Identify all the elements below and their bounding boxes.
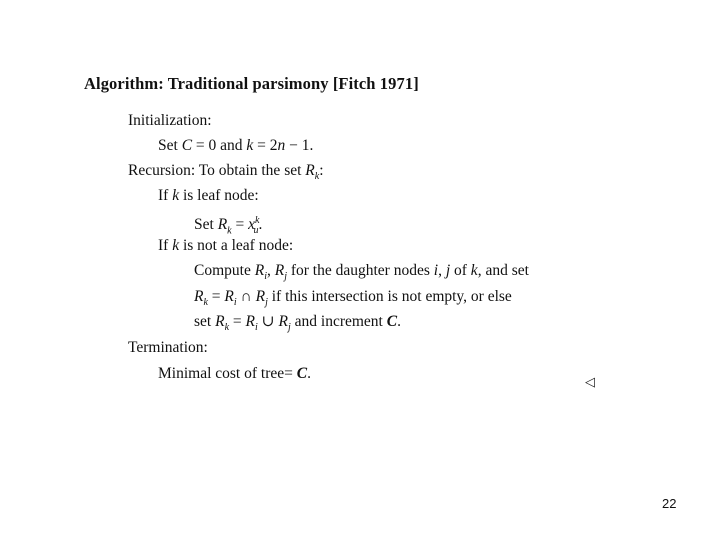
- recursion-label: Recursion: To obtain the set $R_k$:: [128, 162, 324, 183]
- end-of-algorithm-triangle-icon: ◁: [585, 375, 595, 390]
- page-number: 22: [662, 496, 677, 511]
- leaf-condition: If k is leaf node:: [158, 187, 259, 204]
- union-step: set $R_k = R_i$ ∪ $R_j$ and increment C.: [194, 313, 401, 334]
- leaf-assignment: Set $R_k = x^k_u$.: [194, 215, 263, 237]
- initialization-label: Initialization:: [128, 112, 212, 129]
- algorithm-title: Algorithm: Traditional parsimony [Fitch 1971]: [84, 74, 419, 93]
- termination-label: Termination:: [128, 339, 208, 356]
- intersection-step: $R_k = R_i$ ∩ $R_j$ if this intersection is not empty, or else: [194, 288, 512, 309]
- minimal-cost-line: Minimal cost of tree= C.: [158, 365, 311, 382]
- nonleaf-condition: If k is not a leaf node:: [158, 237, 294, 254]
- initialization-step: Set C = 0 and k = 2n − 1.: [158, 137, 314, 154]
- compute-step: Compute $R_i$, $R_j$ for the daughter nodes i, j of k, and set: [194, 262, 529, 283]
